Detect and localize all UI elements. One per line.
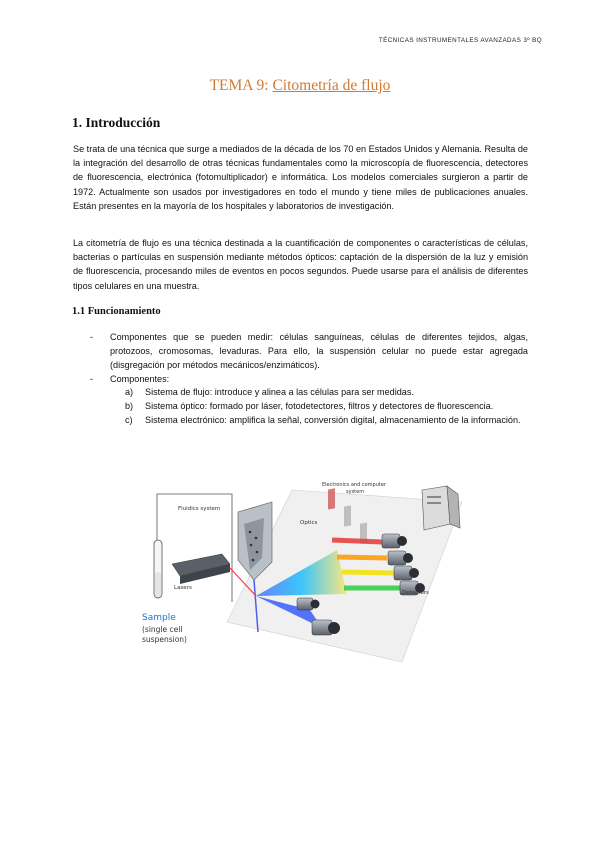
detectors-label: Detectors	[402, 590, 429, 596]
chapter-topic: Citometría de flujo	[272, 77, 391, 94]
lasers-label: Lasers	[174, 585, 192, 591]
list-item	[90, 331, 528, 372]
component-text: Sistema óptico: formado por láser, fotodetectores, filtros y detectores de fluorescencia.	[145, 400, 494, 411]
computer-icon	[422, 486, 460, 530]
optics-label: Optics	[300, 520, 318, 526]
filter	[328, 488, 335, 509]
component-text: Sistema de flujo: introduce y alinea a las células para ser medidas.	[145, 387, 414, 397]
subsection-heading-funcionamiento: 1.1 Funcionamiento	[72, 306, 161, 317]
chapter-number: TEMA 9:	[209, 77, 269, 94]
paragraph-1: Se trata de una técnica que surge a mediados de la década de los 70 en Estados Unidos y Alemania. Resulta de la integración del desarrollo de otras técnicas fundamentales como la microscopía de fluorescencia, detectores de fluorescencia, electrónica (fotomultiplicador) e informática. Los modelos comerciales surgieron a partir de 1972. Actualmente son usados por investigadores en todo el mundo y tiene miles de publicaciones anuales. Están presentes en la mayoría de los hospitales y laboratorios de investigación.	[73, 144, 528, 211]
component-item	[125, 386, 528, 400]
letter-marker: a)	[125, 387, 134, 397]
component-text: Sistema electrónico: amplifica la señal, conversión digital, almacenamiento de la información.	[145, 414, 521, 425]
list-item-text: Componentes que se pueden medir: células sanguíneas, células de diferentes tejidos, algas, protozoos, cromosomas, levaduras. Para ello, la suspensión celular no puede estar agregada (disgregación por métodos mecánicos/enzimáticos).	[110, 332, 528, 370]
sample-sub-label-1: (single cell	[142, 625, 183, 634]
electronics-label-2: system	[346, 489, 365, 495]
letter-marker: c)	[125, 414, 133, 425]
bullet-list-1	[90, 331, 528, 372]
section-heading-introduccion: 1. Introducción	[72, 115, 161, 130]
fluidics-label: Fluidics system	[178, 506, 221, 512]
components-list	[125, 386, 528, 427]
letter-marker: b)	[125, 400, 134, 411]
flow-cytometer-diagram	[132, 472, 472, 672]
filter	[344, 505, 351, 526]
bullet-list-2	[90, 373, 528, 387]
dash-marker: -	[90, 332, 94, 342]
chapter-title	[0, 77, 600, 95]
paragraph-2: La citometría de flujo es una técnica destinada a la cuantificación de componentes o características de células, bacterias o partículas en suspensión mediante métodos ópticos: captación de la dispersión de la luz y emisión de fluorescencia, procesando miles de eventos en pocos segundos. Puede usarse para el análisis de diferentes tipos celulares en una muestra.	[73, 238, 528, 291]
component-item	[125, 400, 528, 414]
dash-marker: -	[90, 374, 94, 384]
detector-icon	[297, 598, 320, 610]
electronics-label: Electronics and computer	[322, 482, 386, 488]
component-item	[125, 414, 528, 428]
sample-label: Sample	[142, 613, 176, 623]
list-item	[90, 373, 528, 387]
sample-sub-label-2: suspension)	[142, 635, 187, 644]
list-item-text: Componentes:	[110, 374, 170, 384]
running-header: TÉCNICAS INSTRUMENTALES AVANZADAS 3º BQ	[378, 37, 542, 44]
